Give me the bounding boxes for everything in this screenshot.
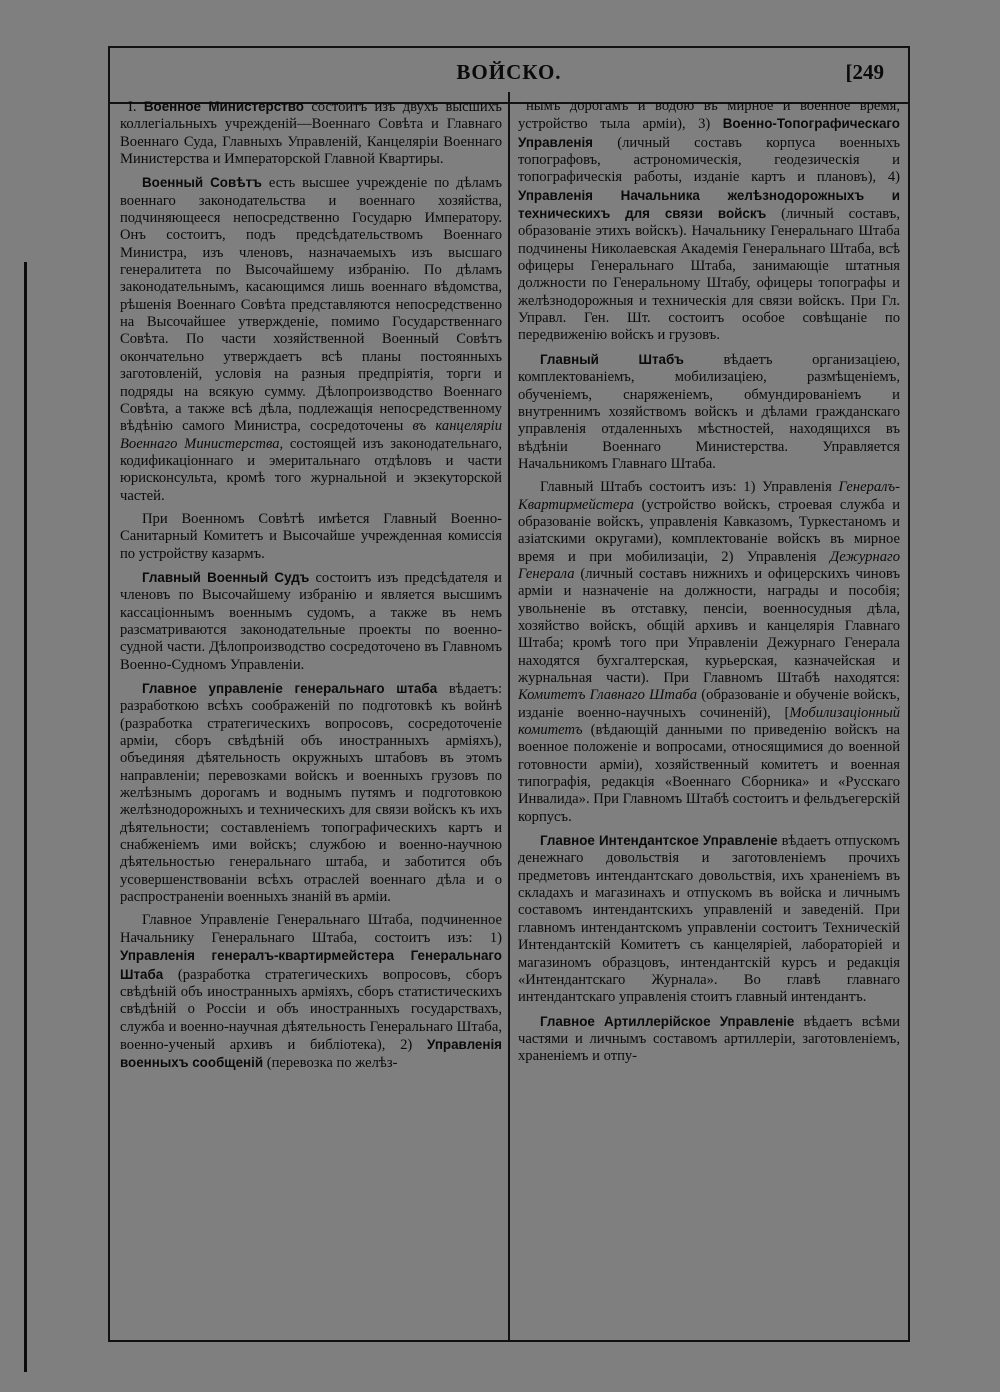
text-run: (разработка стратегическихъ вопросовъ, сборъ свѣдѣній объ иностранныхъ арміяхъ, сборъ статистическихъ свѣдѣній о Россіи и объ иностранныхъ государствахъ, служба и военно-научная дѣятельность Генеральнаго Штаба, военно-ученый архивъ и библіотека), 2) xyxy=(120,966,502,1053)
text-run: (перевозка по желѣз- xyxy=(263,1055,398,1072)
text-run: (устройство войскъ, строевая служба и образованіе войскъ, управленія Кавказомъ, Туркестаномъ и азіатскими округами), комплектованіе войскъ въ мирное время и при мобилизаціи, 2) Управленія xyxy=(518,496,900,565)
paragraph-continuation xyxy=(518,98,900,345)
text-run: (личный составъ нижнихъ и офицерскихъ чиновъ арміи и назначеніе на должности, награды и пособія; увольненіе въ отставку, пенсіи, военносудныя дѣла, хозяйство войскъ, общій архивъ и канцелярія Главнаго Штаба; кромѣ того при Управленіи Дежурнаго Генерала находятся бухгалтерская, курьерская, казначейская и журнальная части). При Главномъ Штабѣ находятся: xyxy=(518,565,900,686)
paragraph-general-staff-composition xyxy=(120,912,502,1072)
text-run: (вѣдающій данными по приведенію войскъ на военное положеніе и вопросами, относящимися до военной готовности арміи), хозяйственный комитетъ и военная типографія, редакція «Военнаго Сборника» и «Русскаго Инвалида». При Главномъ Штабѣ состоитъ и фельдъегерскій корпусъ. xyxy=(518,722,900,825)
term-topographic-directorate: Военно-Топографическаго Управленія xyxy=(518,116,900,150)
paragraph-military-court xyxy=(120,569,502,674)
page-number: [249 xyxy=(845,60,884,84)
text-run: вѣдаетъ отпускомъ денежнаго довольствія и заготовленіемъ прочихъ предметовъ интендантскаго довольствія, ихъ храненіемъ въ складахъ и магазинахъ и отпускомъ въ войска и личнымъ составомъ интендантскихъ управленій и заведеній. При главномъ интендантскомъ управленіи состоитъ Техническій Интендантскій Комитетъ съ канцеляріей, лабораторіей и магазиномъ образцовъ, интендантскій курсъ и редакція «Интендантскаго Журнала». Во главѣ главнаго интендантскаго управленія стоитъ главный интендантъ. xyxy=(518,833,900,1006)
text-run: (личный составъ, образованіе этихъ войскъ). Начальнику Генеральнаго Штаба подчинены Николаевская Академія Генеральнаго Штаба, всѣ офицеры Генеральнаго Штаба, занимающіе штатныя должности по Генеральному Штабу, офицеры топографы и желѣзнодорожныя и техническія для связи войскъ. При Гл. Управл. Ген. Шт. состоитъ особое совѣщаніе по передвиженію войскъ и грузовъ. xyxy=(518,206,900,344)
term-quartermaster-directorate: Управленія генералъ-квартирмейстера Генеральнаго Штаба xyxy=(120,948,502,982)
paragraph-general-staff-directorate xyxy=(120,680,502,906)
running-title: ВОЙСКО. xyxy=(456,60,562,84)
paragraph-intendant-directorate xyxy=(518,832,900,1006)
paragraph-sanitary-committee: При Военномъ Совѣтѣ имѣется Главный Военно-Санитарный Комитетъ и Высочайше учрежденная комиссія по устройству казармъ. xyxy=(120,510,502,562)
italic-chancellery: въ канцеляріи Военнаго Министерства, xyxy=(120,418,502,452)
term-general-staff-directorate: Главное управленіе генеральнаго штаба xyxy=(142,681,438,696)
column-divider xyxy=(508,92,510,1340)
text-run: нымъ дорогамъ и водою въ мирное и военное время, устройство тыла арміи), 3) xyxy=(518,98,900,133)
paragraph-war-ministry xyxy=(120,98,502,168)
right-column xyxy=(518,98,900,1332)
term-artillery-directorate: Главное Артиллерійское Управленіе xyxy=(540,1013,795,1029)
italic-mobilization-committee: Мобилизаціонный комитетъ xyxy=(518,704,900,739)
italic-main-staff-committee: Комитетъ Главнаго Штаба xyxy=(518,687,698,704)
paragraph-artillery-directorate xyxy=(518,1013,900,1066)
left-margin-rule xyxy=(24,262,27,1372)
text-run: вѣдаетъ всѣми частями и личнымъ составомъ артиллеріи, заготовленіемъ, храненіемъ и отпу- xyxy=(518,1013,900,1065)
left-column xyxy=(120,98,502,1332)
term-railway-troops-directorate: Управленія Начальника желѣзнодорожныхъ и техническихъ для связи войскъ xyxy=(518,187,900,222)
paragraph-military-council xyxy=(120,174,502,505)
term-main-staff: Главный Штабъ xyxy=(540,351,684,367)
text-run: вѣдаетъ: разработкою всѣхъ соображеній по подготовкѣ къ войнѣ (разработка стратегическихъ вопросовъ, сосредоточеніе арміи, сборъ свѣдѣній объ иностранныхъ арміяхъ), объединяя дѣятельность окружныхъ штабовъ въ этомъ направленіи; перевозками войскъ и военныхъ грузовъ по желѣзнымъ дорогамъ и воднымъ путямъ и подготовкою желѣзнодорожныхъ и техническихъ для связи войскъ къ ихъ дѣятельности; составленіемъ топографическихъ картъ и снабженіемъ ими войскъ; службою и военно-научною дѣятельностью генеральнаго штаба, и заботится объ усовершенствованіи всѣхъ отраслей военнаго дѣла и о распространеніи военныхъ знаній въ арміи. xyxy=(120,681,502,906)
text-run: состоитъ изъ предсѣдателя и членовъ по Высочайшему избранію и является высшимъ кассаціоннымъ военнымъ судомъ, а также въ немъ разсматриваются законодательные проекты по военно-судной части. Дѣлопроизводство сосредоточено въ Главномъ Военно-Судномъ Управленіи. xyxy=(120,569,502,673)
text-run: вѣдаетъ организаціею, комплектованіемъ, мобилизаціею, размѣщеніемъ, обученіемъ, снаряженіемъ, обмундированіемъ и внутреннимъ хозяйствомъ войскъ и дѣлами гражданскаго управленія отдаленныхъ мѣстностей, находящихся въ вѣдѣніи Военнаго Министерства. Управляется Начальникомъ Главнаго Штаба. xyxy=(518,351,900,472)
dictionary-page xyxy=(108,46,910,1342)
term-intendant-directorate: Главное Интендантское Управленіе xyxy=(540,833,778,849)
text-run: Главный Штабъ состоитъ изъ: 1) Управленія xyxy=(540,479,839,496)
text-run: I. xyxy=(128,99,144,115)
term-military-council: Военный Совѣтъ xyxy=(142,175,262,191)
text-run: состоящей изъ законодательнаго, кодификаціоннаго и эмеритальнаго отдѣловъ и части юрисконсульта, кромѣ того журнальной и экзекуторской частей. xyxy=(120,435,502,504)
text-run: есть высшее учрежденіе по дѣламъ военнаго законодательства и военнаго хозяйства, подчиняющееся непосредственно Государю Императору. Онъ состоитъ, подъ предсѣдательствомъ Военнаго Министра, изъ членовъ, назначаемыхъ изъ высшаго генералитета по Высочайшему избранію. По дѣламъ законодательнымъ, касающимся лишь военнаго вѣдомства, рѣшенія Военнаго Совѣта представляются непосредственно на Высочайшее утвержденіе, помимо Государственнаго Совѣта. По части хозяйственной Военный Совѣтъ окончательно утверждаетъ всѣ планы постоянныхъ заготовленій, условія на разныя предпріятія, торги и подряды на всякую сумму. Дѣлопроизводство Военнаго Совѣта, а также всѣ дѣла, подлежащія непосредственному вѣдѣнію самого Министра, сосредоточены xyxy=(120,175,502,435)
paragraph-main-staff xyxy=(518,351,900,473)
paragraph-main-staff-composition xyxy=(518,479,900,826)
italic-quartermaster-general: Генералъ-Квартирмейстера xyxy=(518,479,900,513)
italic-duty-general: Дежурнаго Генерала xyxy=(518,548,900,582)
text-run: (образованіе и обученіе войскъ, изданіе военно-научныхъ сочиненій), [ xyxy=(518,687,900,721)
term-war-ministry: Военное Министерство xyxy=(143,99,304,114)
term-military-court: Главный Военный Судъ xyxy=(142,569,310,585)
term-military-communications: Управленія военныхъ сообщеній xyxy=(120,1036,502,1071)
text-run: (личный составъ корпуса военныхъ топографовъ, астрономическія, геодезическія и топографическія работы, изданіе картъ и плановъ), 4) xyxy=(518,134,900,186)
text-run: состоитъ изъ двухъ высшихъ коллегіальныхъ учрежденій—Военнаго Совѣта и Главнаго Военнаго Суда, Главныхъ Управленій, Канцеляріи Военнаго Министерства и Императорской Главной Квартиры. xyxy=(120,99,502,168)
text-run: Главное Управленіе Генеральнаго Штаба, подчиненное Начальнику Генеральнаго Штаба, состоитъ изъ: 1) xyxy=(120,912,502,946)
running-head xyxy=(110,60,908,94)
